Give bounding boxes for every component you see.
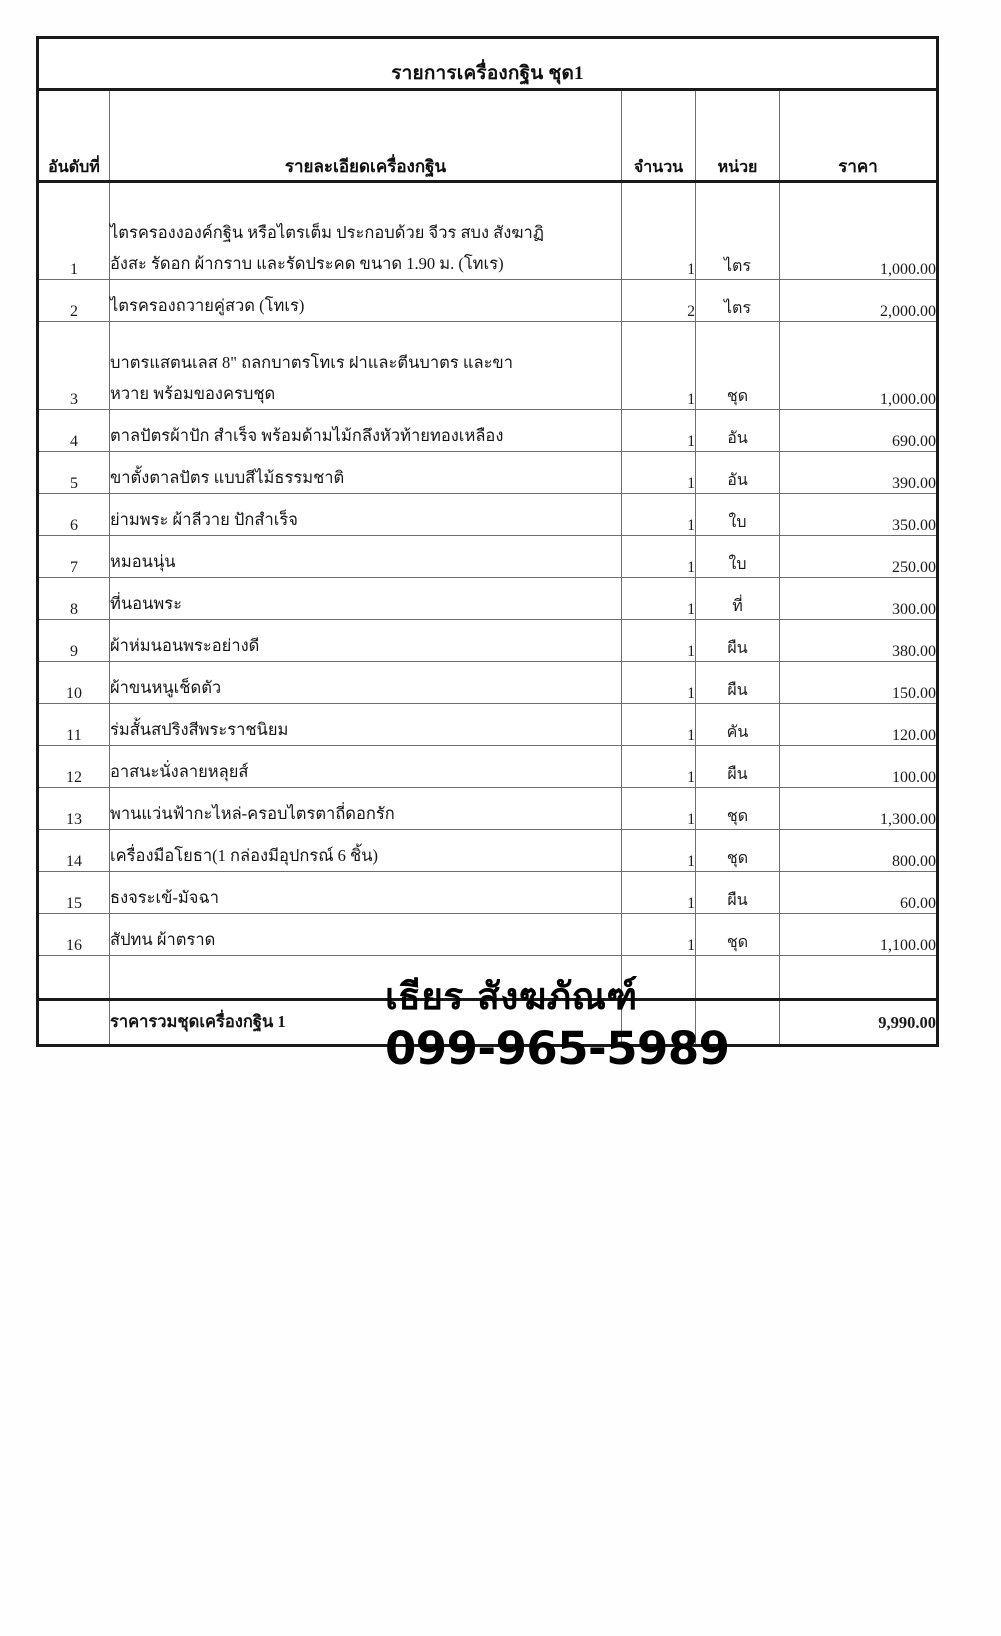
total-no-empty bbox=[38, 1000, 110, 1046]
cell-quantity: 1 bbox=[622, 578, 696, 620]
description-line-1: ผ้าห่มนอนพระอย่างดี bbox=[110, 636, 260, 656]
table-row bbox=[38, 280, 938, 322]
cell-price-empty bbox=[780, 956, 938, 1000]
title-row bbox=[38, 38, 938, 90]
cell-no: 3 bbox=[38, 322, 110, 410]
cell-quantity: 1 bbox=[622, 914, 696, 956]
cell-price: 100.00 bbox=[780, 746, 938, 788]
spacer-row bbox=[38, 956, 938, 1000]
cell-price: 2,000.00 bbox=[780, 280, 938, 322]
cell-description bbox=[110, 704, 622, 746]
cell-unit: ที่ bbox=[696, 578, 780, 620]
description-line-1: ร่มสั้นสปริงสีพระราชนิยม bbox=[110, 720, 289, 740]
cell-price: 1,000.00 bbox=[780, 182, 938, 280]
cell-description bbox=[110, 536, 622, 578]
cell-unit: ไตร bbox=[696, 280, 780, 322]
cell-quantity: 1 bbox=[622, 536, 696, 578]
cell-price: 250.00 bbox=[780, 536, 938, 578]
cell-price: 690.00 bbox=[780, 410, 938, 452]
table-row bbox=[38, 746, 938, 788]
table-row bbox=[38, 536, 938, 578]
cell-quantity: 1 bbox=[622, 746, 696, 788]
cell-no: 7 bbox=[38, 536, 110, 578]
cell-quantity: 1 bbox=[622, 788, 696, 830]
cell-description bbox=[110, 746, 622, 788]
cell-unit: ไตร bbox=[696, 182, 780, 280]
cell-price: 1,000.00 bbox=[780, 322, 938, 410]
cell-price: 350.00 bbox=[780, 494, 938, 536]
description-line-1: หมอนนุ่น bbox=[110, 552, 176, 572]
description-line-1: พานแว่นฟ้ากะไหล่-ครอบไตรตาถี่ดอกรัก bbox=[110, 804, 395, 824]
cell-no: 10 bbox=[38, 662, 110, 704]
cell-description bbox=[110, 280, 622, 322]
table-row bbox=[38, 788, 938, 830]
cell-description bbox=[110, 494, 622, 536]
cell-description-empty bbox=[110, 956, 622, 1000]
cell-description bbox=[110, 914, 622, 956]
cell-no: 13 bbox=[38, 788, 110, 830]
description-line-1: ที่นอนพระ bbox=[110, 594, 182, 614]
table-row bbox=[38, 494, 938, 536]
column-header-description: รายละเอียดเครื่องกฐิน bbox=[110, 90, 622, 182]
cell-no: 12 bbox=[38, 746, 110, 788]
cell-description bbox=[110, 452, 622, 494]
cell-unit: ผืน bbox=[696, 662, 780, 704]
watermark-phone-number: 099-965-5989 bbox=[385, 1022, 730, 1075]
description-line-1: เครื่องมือโยธา(1 กล่องมีอุปกรณ์ 6 ชิ้น) bbox=[110, 846, 378, 866]
description-line-2: หวาย พร้อมของครบชุด bbox=[110, 384, 276, 404]
description-line-1: ตาลปัตรผ้าปัก สำเร็จ พร้อมด้ามไม้กลึงหัวท้ายทองเหลือง bbox=[110, 426, 504, 446]
cell-unit: ชุด bbox=[696, 322, 780, 410]
description-line-1: ธงจระเข้-มัจฉา bbox=[110, 888, 219, 908]
cell-price: 1,100.00 bbox=[780, 914, 938, 956]
table-row bbox=[38, 322, 938, 410]
column-header-price: ราคา bbox=[780, 90, 938, 182]
cell-price: 60.00 bbox=[780, 872, 938, 914]
cell-description bbox=[110, 410, 622, 452]
cell-no: 6 bbox=[38, 494, 110, 536]
cell-quantity: 1 bbox=[622, 182, 696, 280]
header-row bbox=[38, 90, 938, 182]
watermark-brand-name: เธียร สังฆภัณฑ์ bbox=[385, 975, 638, 1018]
cell-unit: ชุด bbox=[696, 830, 780, 872]
description-line-1: ไตรครองถวายคู่สวด (โทเร) bbox=[110, 296, 305, 316]
table-row bbox=[38, 578, 938, 620]
column-header-no: อันดับที่ bbox=[38, 90, 110, 182]
cell-description bbox=[110, 788, 622, 830]
table-row bbox=[38, 182, 938, 280]
cell-unit: ใบ bbox=[696, 536, 780, 578]
column-header-unit: หน่วย bbox=[696, 90, 780, 182]
description-line-1: บาตรแสตนเลส 8" ถลกบาตรโทเร ฝาและตีนบาตร และขา bbox=[110, 353, 513, 373]
cell-unit: ใบ bbox=[696, 494, 780, 536]
cell-quantity: 1 bbox=[622, 872, 696, 914]
table-row bbox=[38, 620, 938, 662]
document-title: รายการเครื่องกฐิน ชุด1 bbox=[38, 38, 938, 90]
cell-no: 11 bbox=[38, 704, 110, 746]
cell-description bbox=[110, 322, 622, 410]
cell-description bbox=[110, 830, 622, 872]
cell-quantity: 1 bbox=[622, 322, 696, 410]
table-row bbox=[38, 914, 938, 956]
cell-unit: ชุด bbox=[696, 914, 780, 956]
cell-unit: คัน bbox=[696, 704, 780, 746]
cell-quantity: 1 bbox=[622, 410, 696, 452]
cell-quantity: 1 bbox=[622, 494, 696, 536]
cell-price: 1,300.00 bbox=[780, 788, 938, 830]
description-line-1: ขาตั้งตาลปัตร แบบสีไม้ธรรมชาติ bbox=[110, 468, 345, 488]
cell-unit: อัน bbox=[696, 410, 780, 452]
cell-no: 8 bbox=[38, 578, 110, 620]
cell-price: 150.00 bbox=[780, 662, 938, 704]
cell-unit-empty bbox=[696, 956, 780, 1000]
table-row bbox=[38, 872, 938, 914]
cell-quantity: 1 bbox=[622, 452, 696, 494]
cell-unit: อัน bbox=[696, 452, 780, 494]
cell-quantity: 1 bbox=[622, 830, 696, 872]
column-header-quantity: จำนวน bbox=[622, 90, 696, 182]
cell-no: 4 bbox=[38, 410, 110, 452]
cell-description bbox=[110, 182, 622, 280]
total-label: ราคารวมชุดเครื่องกฐิน 1 bbox=[110, 1000, 622, 1046]
cell-price: 380.00 bbox=[780, 620, 938, 662]
description-line-1: สัปทน ผ้าตราด bbox=[110, 930, 216, 950]
cell-price: 390.00 bbox=[780, 452, 938, 494]
table-row bbox=[38, 830, 938, 872]
table-row bbox=[38, 410, 938, 452]
description-line-1: ย่ามพระ ผ้าลีวาย ปักสำเร็จ bbox=[110, 510, 298, 530]
cell-no-empty bbox=[38, 956, 110, 1000]
cell-unit: ผืน bbox=[696, 872, 780, 914]
total-unit-empty bbox=[696, 1000, 780, 1046]
cell-description bbox=[110, 662, 622, 704]
cell-no: 5 bbox=[38, 452, 110, 494]
cell-unit: ผืน bbox=[696, 620, 780, 662]
table-body bbox=[38, 38, 938, 1046]
cell-no: 2 bbox=[38, 280, 110, 322]
cell-price: 800.00 bbox=[780, 830, 938, 872]
cell-quantity: 2 bbox=[622, 280, 696, 322]
cell-price: 300.00 bbox=[780, 578, 938, 620]
cell-quantity: 1 bbox=[622, 620, 696, 662]
cell-no: 14 bbox=[38, 830, 110, 872]
cell-price: 120.00 bbox=[780, 704, 938, 746]
cell-quantity-empty bbox=[622, 956, 696, 1000]
cell-no: 9 bbox=[38, 620, 110, 662]
cell-unit: ผืน bbox=[696, 746, 780, 788]
description-line-2: อังสะ รัดอก ผ้ากราบ และรัดประคด ขนาด 1.90 ม. (โทเร) bbox=[110, 254, 504, 274]
total-amount: 9,990.00 bbox=[780, 1000, 938, 1046]
kathin-table-container bbox=[36, 36, 936, 1047]
table-row bbox=[38, 662, 938, 704]
table-row bbox=[38, 452, 938, 494]
kathin-items-table bbox=[36, 36, 939, 1047]
cell-description bbox=[110, 872, 622, 914]
cell-quantity: 1 bbox=[622, 704, 696, 746]
total-quantity-empty bbox=[622, 1000, 696, 1046]
cell-description bbox=[110, 620, 622, 662]
cell-no: 1 bbox=[38, 182, 110, 280]
description-line-1: ไตรครองงองค์กฐิน หรือไตรเต็ม ประกอบด้วย จีวร สบง สังฆาฏิ bbox=[110, 223, 544, 243]
cell-description bbox=[110, 578, 622, 620]
cell-no: 15 bbox=[38, 872, 110, 914]
table-row bbox=[38, 704, 938, 746]
description-line-1: อาสนะนั่งลายหลุยส์ bbox=[110, 762, 249, 782]
cell-quantity: 1 bbox=[622, 662, 696, 704]
cell-no: 16 bbox=[38, 914, 110, 956]
total-row bbox=[38, 1000, 938, 1046]
cell-unit: ชุด bbox=[696, 788, 780, 830]
description-line-1: ผ้าขนหนูเช็ดตัว bbox=[110, 678, 222, 698]
